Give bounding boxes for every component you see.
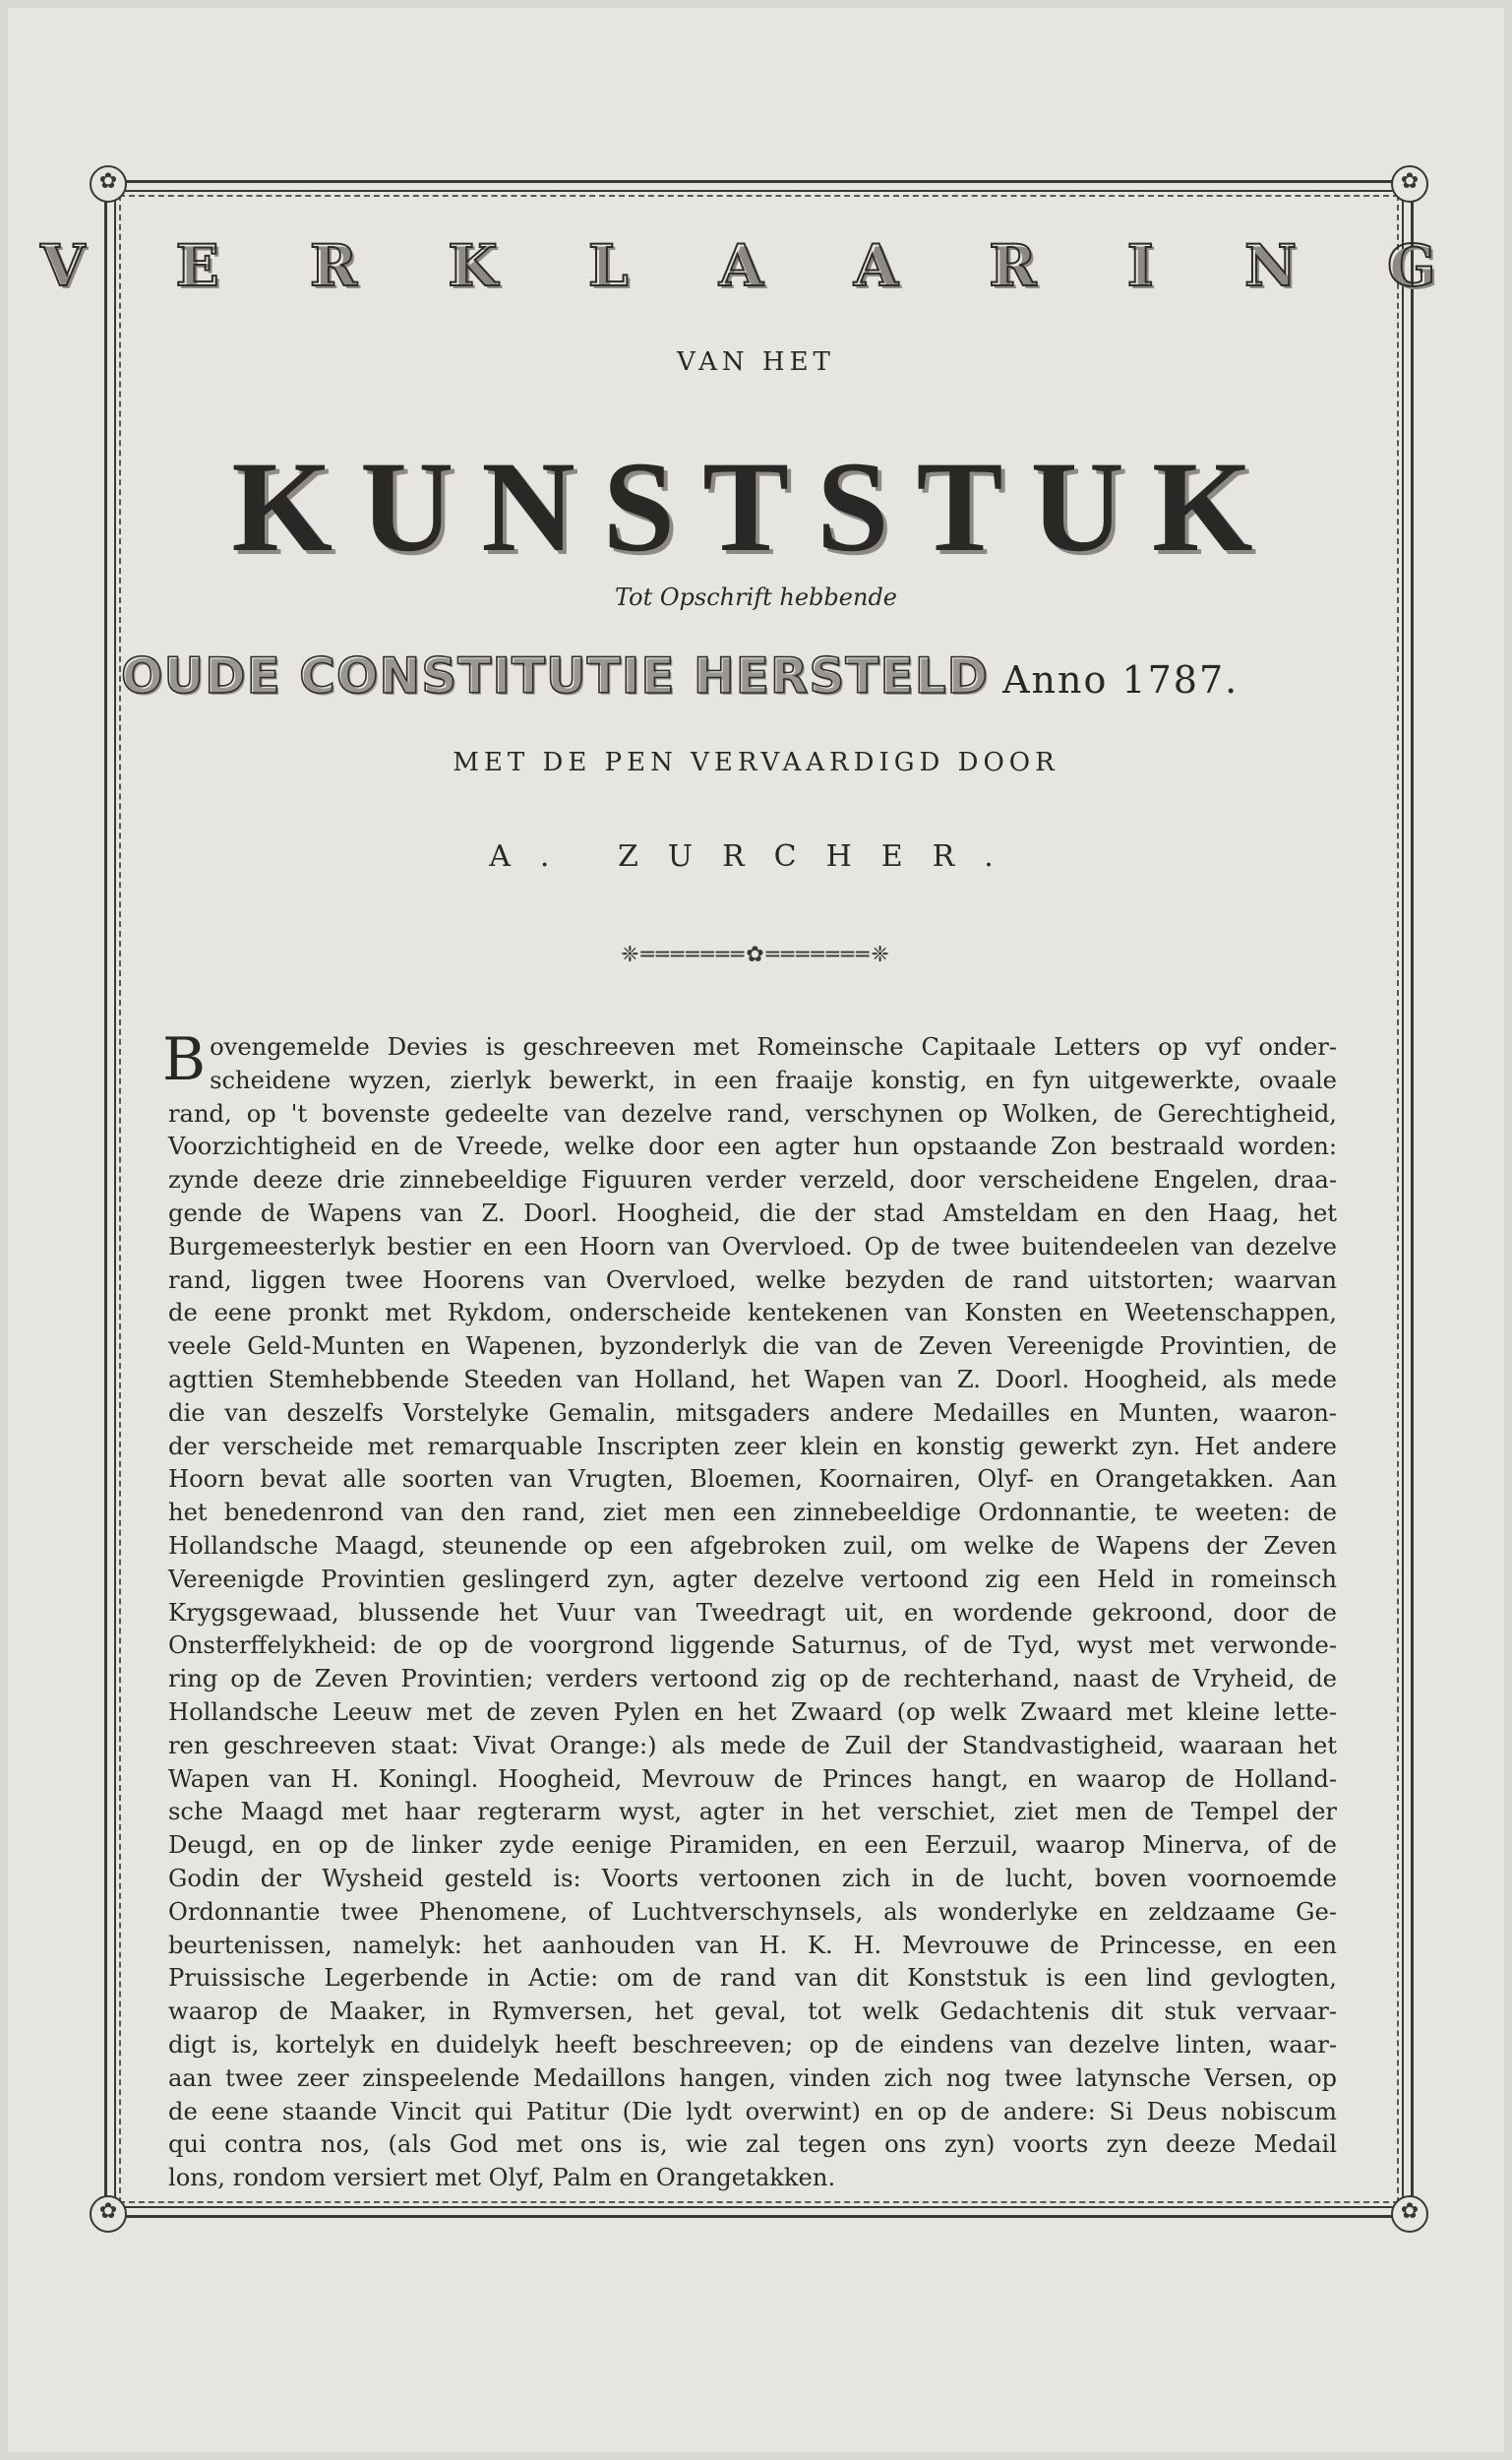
paper-sheet xyxy=(8,8,1504,2452)
body-line: die van deszelfs Vorstelyke Gemalin, mitsgaders andere Medailles en Munten, waaron- xyxy=(168,1398,1337,1427)
drop-cap: B xyxy=(162,1025,207,1094)
corner-rosette-icon: ✿ xyxy=(1391,165,1428,203)
body-line: Godin der Wysheid gesteld is: Voorts vertoonen zich in de lucht, boven voornoemde xyxy=(168,1864,1337,1892)
body-line: digt is, kortelyk en duidelyk heeft beschreeven; op de eindens van dezelve linten, waar- xyxy=(168,2030,1337,2059)
body-line: Burgemeesterlyk bestier en een Hoorn van Overvloed. Op de twee buitendeelen van dezelve xyxy=(168,1232,1337,1261)
motto-row xyxy=(121,647,1400,705)
corner-rosette-icon: ✿ xyxy=(90,2195,127,2233)
body-line: de eene staande Vincit qui Patitur (Die lydt overwint) en op de andere: Si Deus nobiscum xyxy=(168,2097,1337,2125)
body-line: qui contra nos, (als God met ons is, wie zal tegen ons zyn) voorts zyn deeze Medail xyxy=(168,2130,1337,2159)
document-title: V E R K L A A R I N G xyxy=(40,232,1472,299)
pen-line: MET DE PEN VERVAARDIGD DOOR xyxy=(453,748,1059,777)
motto-text: OUDE CONSTITUTIE HERSTELD xyxy=(121,647,990,705)
subtitle-van-het: VAN HET xyxy=(677,347,835,377)
main-title: KUNSTSTUK xyxy=(231,434,1281,579)
body-line: Hollandsche Maagd, steunende op een afgebroken zuil, om welke de Wapens der Zeven xyxy=(168,1531,1337,1560)
body-line: Onsterffelykheid: de op de voorgrond liggende Saturnus, of de Tyd, wyst met verwonde- xyxy=(168,1631,1337,1660)
body-line: rand, liggen twee Hoorens van Overvloed, welke bezyden de rand uitstorten; waarvan xyxy=(168,1265,1337,1294)
body-line: Ordonnantie twee Phenomene, of Luchtverschynsels, als wonderlyke en zeldzaame Ge- xyxy=(168,1897,1337,1926)
body-line: het benedenrond van den rand, ziet men een zinnebeeldige Ordonnantie, te weeten: de xyxy=(168,1499,1337,1527)
body-line: sche Maagd met haar regterarm wyst, agter in het verschiet, ziet men de Tempel der xyxy=(168,1798,1337,1826)
body-line: zynde deeze drie zinnebeeldige Figuuren verder verzeld, door verscheidene Engelen, draa- xyxy=(168,1166,1337,1195)
corner-rosette-icon: ✿ xyxy=(1391,2195,1428,2233)
body-line: Hoorn bevat alle soorten van Vrugten, Bloemen, Koornairen, Olyf- en Orangetakken. Aan xyxy=(168,1465,1337,1494)
body-line: beurtenissen, namelyk: het aanhouden van H. K. H. Mevrouwe de Princesse, en een xyxy=(168,1931,1337,1959)
divider-ornament-icon: ❈═══════✿═══════❈ xyxy=(621,943,891,967)
body-line: lons, rondom versiert met Olyf, Palm en Orangetakken. xyxy=(168,2164,836,2192)
body-line: scheidene wyzen, zierlyk bewerkt, in een fraaije konstig, en fyn uitgewerkte, ovaale xyxy=(210,1066,1337,1094)
body-line: aan twee zeer zinspeelende Medaillons hangen, vinden zich nog twee latynsche Versen, op xyxy=(168,2063,1337,2092)
body-line: Hollandsche Leeuw met de zeven Pylen en het Zwaard (op welk Zwaard met kleine lette- xyxy=(168,1697,1337,1726)
body-line: der verscheide met remarquable Inscripten zeer klein en konstig gewerkt zyn. Het andere xyxy=(168,1432,1337,1460)
body-line: de eene pronkt met Rykdom, onderscheide kentekenen van Konsten en Weetenschappen, xyxy=(168,1299,1337,1327)
body-line: ren geschreeven staat: Vivat Orange:) als mede de Zuil der Standvastigheid, waaraan het xyxy=(168,1731,1337,1759)
body-line: Krygsgewaad, blussende het Vuur van Tweedragt uit, en wordende gekroond, door de xyxy=(168,1598,1337,1627)
body-line: ring op de Zeven Provintien; verders vertoond zig op de rechterhand, naast de Vryheid, de xyxy=(168,1665,1337,1693)
body-line: rand, op 't bovenste gedeelte van dezelve rand, verschynen op Wolken, de Gerechtigheid, xyxy=(168,1099,1337,1128)
body-line: waarop de Maaker, in Rymversen, het geval, tot welk Gedachtenis dit stuk vervaar- xyxy=(168,1998,1337,2026)
body-line: Vereenigde Provintien geslingerd zyn, agter dezelve vertoond zig een Held in romeinsch xyxy=(168,1565,1337,1593)
body-line: Voorzichtigheid en de Vreede, welke door een agter hun opstaande Zon bestraald worden: xyxy=(168,1133,1337,1161)
anno-year: Anno 1787. xyxy=(1002,658,1240,702)
author-name: A. ZURCHER. xyxy=(489,839,1023,874)
opschrift-line: Tot Opschrift hebbende xyxy=(614,584,898,611)
body-line: ovengemelde Devies is geschreeven met Romeinsche Capitaale Letters op vyf onder- xyxy=(210,1033,1337,1061)
body-line: Pruissische Legerbende in Actie: om de rand van dit Konststuk is een lind gevlogten, xyxy=(168,1964,1337,1993)
body-line: agttien Stemhebbende Steeden van Holland, het Wapen van Z. Doorl. Hoogheid, als mede xyxy=(168,1365,1337,1393)
body-line: gende de Wapens van Z. Doorl. Hoogheid, die der stad Amsteldam en den Haag, het xyxy=(168,1199,1337,1227)
body-line: veele Geld-Munten en Wapenen, byzonderlyk die van de Zeven Vereenigde Provintien, de xyxy=(168,1332,1337,1361)
body-line: Wapen van H. Koningl. Hoogheid, Mevrouw de Princes hangt, en waarop de Holland- xyxy=(168,1764,1337,1793)
description-text xyxy=(162,1025,1337,2195)
body-line: Deugd, en op de linker zyde eenige Piramiden, en een Eerzuil, waarop Minerva, of de xyxy=(168,1831,1337,1860)
corner-rosette-icon: ✿ xyxy=(90,165,127,203)
